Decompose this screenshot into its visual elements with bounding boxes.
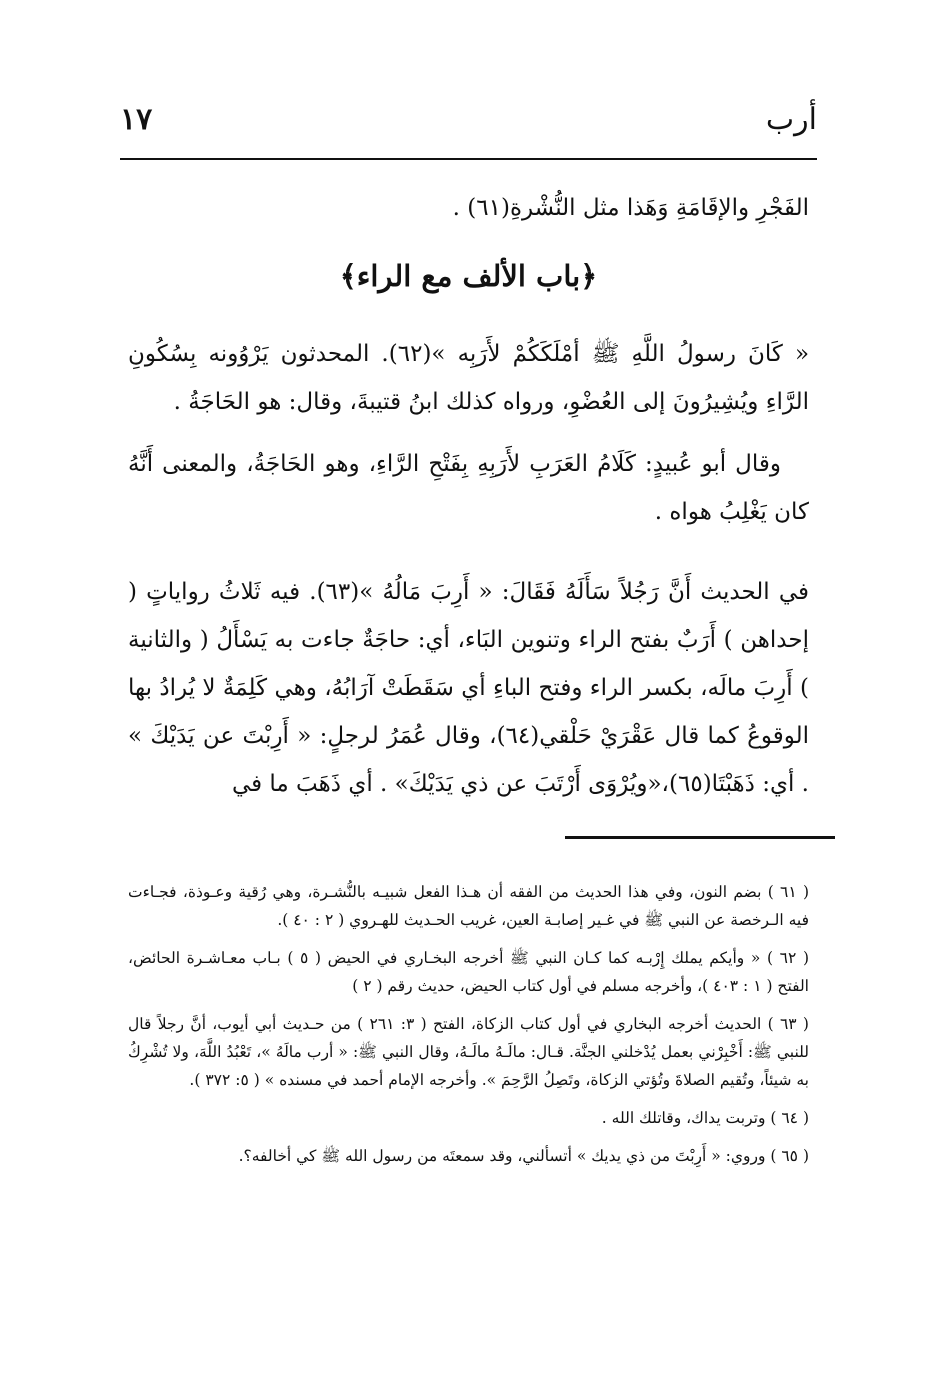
main-text [128,184,809,808]
footnote: ( ٦٤ ) وتربت يداك، وقاتلك الله . [601,1109,809,1127]
section-title: ﴿باب الألف مع الراء﴾ [339,259,598,293]
paragraph: « كَانَ رسولُ اللَّهِ ﷺ أمْلَكَكُمْ لأَرَبِه »(٦٢). المحدثون يَرْوُونه بِسُكُونِ الرَّاءِ ويُشِيرُونَ إلى العُضْوِ، ورواه كذلك ابنُ قتيبةَ، وقال: هو الحَاجَةُ . [128,341,810,415]
footnote: ( ٦٣ ) الحديث أخرجه البخاري في أول كتاب الزكاة، الفتح ( ٣: ٢٦١ ) من حـديث أبي أيوب، أنَّ رجلاً قال للنبي ﷺ: أَخْبِرْني بعمل يُدْخلني الجنَّة. قـال: مالَـهُ مالَـهُ، وقال النبي ﷺ: « أرب مالَهُ »، تَعْبُدُ اللَّهَ، ولا تُشْرِكُ به شيئاً، وتُقيم الصلاةَ وتُؤتي الزكاة، وتَصِلُ الرَّحِمَ ». وأخرجه الإمام أحمد في مسنده » ( ٥: ٣٧٢ ). [128,1015,809,1089]
footnote-separator [565,836,835,839]
footnote: ( ٦٥ ) وروي: « أَرِبْتَ من ذي يديك » أتسألني، وقد سمعتَه من رسول الله ﷺ كي أخالفه؟. [238,1147,809,1165]
page-number: ١٧ [120,102,153,137]
continuation-line: الفَجْرِ والإقَامَةِ وَهَذا مثل النُّشْرةِ(٦١) . [452,195,809,221]
paragraph: وقال أبو عُبيدٍ: كَلَامُ العَرَبِ لأَرَبِهِ بِفَتْحِ الرَّاءِ، وهو الحَاجَةُ، والمعنى أَنَّهُ كان يَغْلِبُ هواه . [128,451,809,525]
running-head: أرب [765,102,817,137]
paragraph: في الحديث أَنَّ رَجُلاً سَأَلَهُ فَقَالَ: « أَرِبَ مَالُهُ »(٦٣). فيه ثَلاثُ رواياتٍ ( إحداهن ) أَرَبٌ بفتح الراء وتنوين البَاء، أي: حاجَةٌ جاءت به يَسْأَلُ ( والثانية ) أَرِبَ مالَه، بكسر الراء وفتح الباءِ أي سَقَطَتْ آرَابُهُ، وهي كَلِمَةٌ لا يُرادُ بها الوقوعُ كما قال عَقْرَيْ حَلْقي(٦٤)، وقال عُمَرُ لرجلٍ: « أَرِبْتَ عن يَدَيْكَ » . أي: ذَهَبْتَا(٦٥)،«ويُرْوَى أَرْتَبَ عن ذي يَدَيْكَ» . أي ذَهَبَ ما في [128,579,809,797]
footnote: ( ٦٢ ) « وأيكم يملك إِرْبـه كما كـان النبي ﷺ أخرجه البخـاري في الحيض ( ٥ ) بـاب معـاشـرة الحائض، الفتح ( ١ : ٤٠٣ )، وأخرجه مسلم في أول كتاب الحيض، حديث رقم ( ٢ ) [128,949,809,995]
footnote: ( ٦١ ) بضم النون، وفي هذا الحديث من الفقه أن هـذا الفعل شبيـه بالنُّشـرة، وهي رُقية وعـوذة، فجـاءت فيه الـرخصة عن النبي ﷺ في غـير إصابـة العين، غريب الحـديث للهـروي ( ٢ : ٤٠ ). [128,883,809,929]
page-header [120,92,817,160]
footnotes [128,878,809,1180]
